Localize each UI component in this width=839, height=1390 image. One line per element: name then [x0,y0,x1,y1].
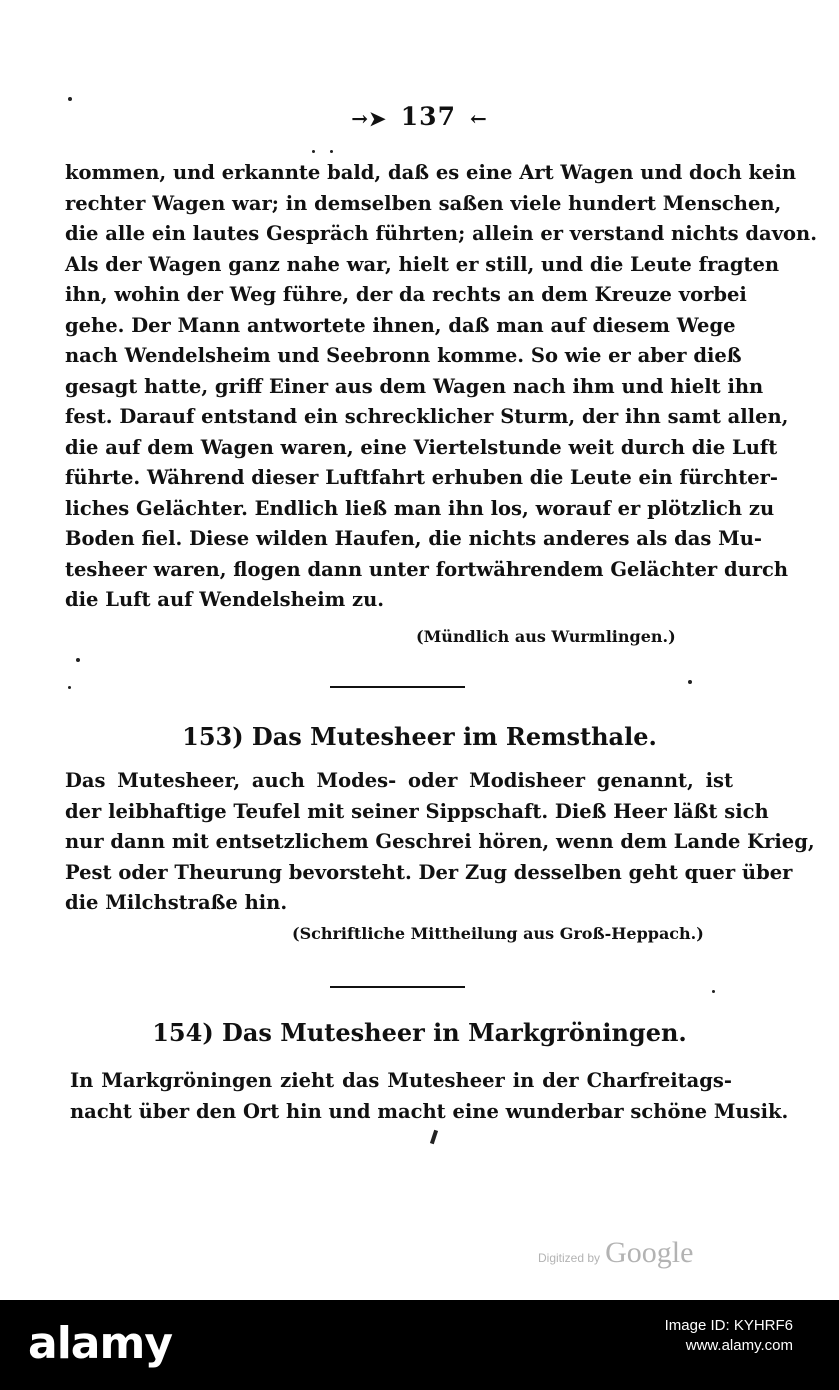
speck-mark [330,150,333,153]
text-line: gesagt hatte, griff Einer aus dem Wagen nach ihm und hielt ihn [65,374,764,398]
left-ornament-icon: →➤ [351,106,387,131]
speck-mark [76,658,80,662]
text-line: rechter Wagen war; in demselben saßen viele hundert Menschen, [65,191,782,215]
text-line: die Luft auf Wendelsheim zu. [65,588,385,611]
text-line: die alle ein lautes Gespräch führten; allein er verstand nichts davon. [65,222,817,245]
speck-mark [312,150,315,153]
section-divider [330,986,465,988]
text-line: Das Mutesheer, auch Modes- oder Modisheer genannt, ist [65,769,733,792]
stock-site-label: www.alamy.com [685,1337,793,1354]
text-line: nach Wendelsheim und Seebronn komme. So wie er aber dieß [65,344,742,367]
continuation-text [65,158,817,616]
text-line: ihn, wohin der Weg führe, der da rechts an dem Kreuze vorbei [65,283,747,306]
source-note: (Schriftliche Mittheilung aus Groß-Heppach.) [292,924,704,943]
text-line: die Milchstraße hin. [65,891,288,914]
section-154-text [70,1066,789,1127]
page-number-header [0,102,839,131]
speck-mark [688,680,692,684]
text-line: der leibhaftige Teufel mit seiner Sippschaft. Dieß Heer läßt sich [65,799,769,823]
alamy-logo: alamy [28,1318,172,1369]
stock-image-info [665,1316,793,1356]
speck-mark [712,990,715,993]
text-line: Als der Wagen ganz nahe war, hielt er still, und die Leute fragten [65,252,780,276]
page-number: 137 [400,102,456,131]
text-line: nur dann mit entsetzlichem Geschrei hören, wenn dem Lande Krieg, [65,830,815,853]
watermark-digitized-label: Digitized by [538,1251,601,1265]
text-line: In Markgröningen zieht das Mutesheer in der Charfreitags- [70,1069,732,1092]
speck-mark [68,686,71,689]
text-line: liches Gelächter. Endlich ließ man ihn los, worauf er plötzlich zu [65,496,775,520]
pen-mark [430,1130,438,1145]
section-153-text [65,766,815,919]
text-line: tesheer waren, flogen dann unter fortwährendem Gelächter durch [65,557,789,581]
text-line: die auf dem Wagen waren, eine Viertelstunde weit durch die Luft [65,435,778,459]
text-line: nacht über den Ort hin und macht eine wunderbar schöne Musik. [70,1099,789,1123]
section-heading-153: 153) Das Mutesheer im Remsthale. [182,722,657,751]
text-line: Boden fiel. Diese wilden Haufen, die nichts anderes als das Mu- [65,527,763,550]
right-ornament-icon: ← [469,106,488,131]
watermark-google-label: Google [605,1236,694,1269]
text-line: Pest oder Theurung bevorsteht. Der Zug desselben geht quer über [65,860,793,884]
stock-footer-bar [0,1300,839,1390]
google-watermark [538,1236,693,1270]
text-line: gehe. Der Mann antwortete ihnen, daß man auf diesem Wege [65,313,736,337]
text-line: kommen, und erkannte bald, daß es eine Art Wagen und doch kein [65,161,797,184]
image-id-label: Image ID: KYHRF6 [664,1317,793,1334]
text-line: fest. Darauf entstand ein schrecklicher Sturm, der ihn samt allen, [65,405,789,428]
section-heading-154: 154) Das Mutesheer in Markgröningen. [152,1018,687,1047]
section-divider [330,686,465,688]
speck-mark [68,97,72,101]
text-line: führte. Während dieser Luftfahrt erhuben die Leute ein fürchter- [65,466,778,489]
source-note: (Mündlich aus Wurmlingen.) [416,627,676,646]
